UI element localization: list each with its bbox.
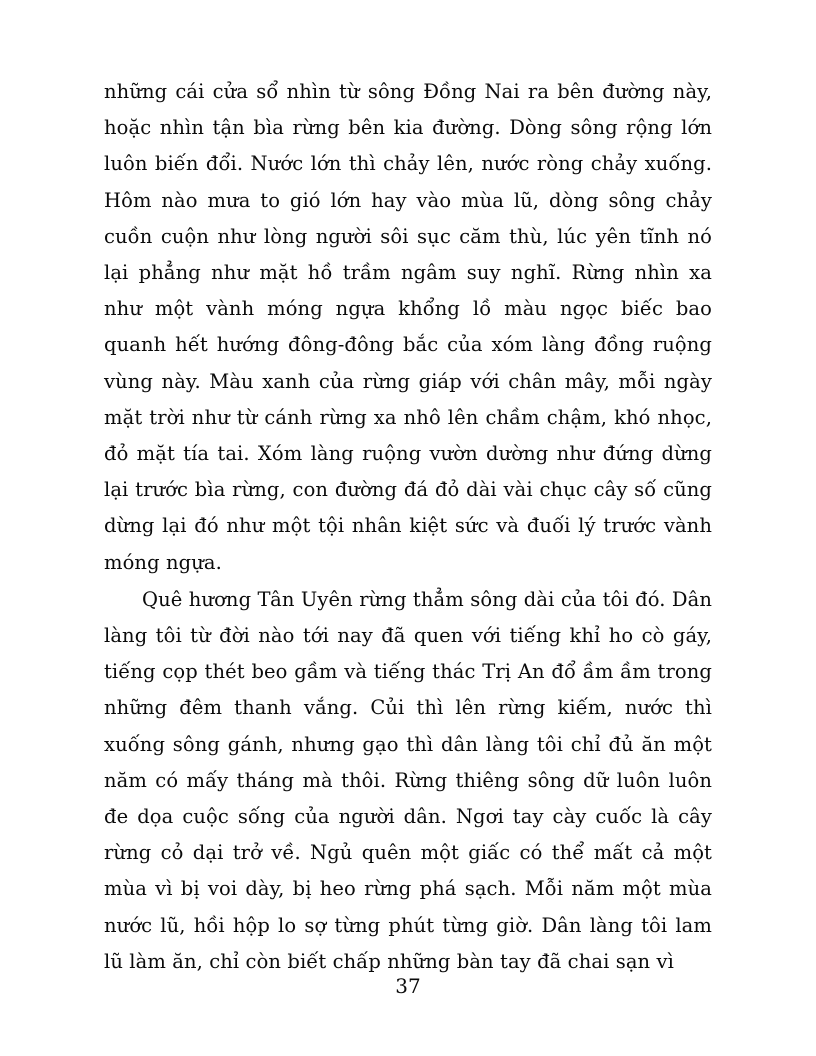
paragraph-2: Quê hương Tân Uyên rừng thẳm sông dài của tôi đó. Dân làng tôi từ đời nào tới nay đã quen với tiếng khỉ ho cò gáy, tiếng cọp thét beo gầm và tiếng thác Trị An đổ ầm ầm trong những đêm thanh vắng. Củi thì lên rừng kiếm, nước thì xuống sông gánh, nhưng gạo thì dân làng tôi chỉ đủ ăn một năm có mấy tháng mà thôi. Rừng thiêng sông dữ luôn luôn đe dọa cuộc sống của người dân. Ngơi tay cày cuốc là cây rừng cỏ dại trở về. Ngủ quên một giấc có thể mất cả một mùa vì bị voi dày, bị heo rừng phá sạch. Mỗi năm một mùa nước lũ, hồi hộp lo sợ từng phút từng giờ. Dân làng tôi lam lũ làm ăn, chỉ còn biết chấp những bàn tay đã chai sạn vì (104, 587, 712, 973)
page-body (104, 74, 712, 980)
paragraph-1: những cái cửa sổ nhìn từ sông Đồng Nai ra bên đường này, hoặc nhìn tận bìa rừng bên kia đường. Dòng sông rộng lớn luôn biến đổi. Nước lớn thì chảy lên, nước ròng chảy xuống. Hôm nào mưa to gió lớn hay vào mùa lũ, dòng sông chảy cuồn cuộn như lòng người sôi sục căm thù, lúc yên tĩnh nó lại phẳng như mặt hồ trầm ngâm suy nghĩ. Rừng nhìn xa như một vành móng ngựa khổng lồ màu ngọc biếc bao quanh hết hướng đông-đông bắc của xóm làng đồng ruộng vùng này. Màu xanh của rừng giáp với chân mây, mỗi ngày mặt trời như từ cánh rừng xa nhô lên chầm chậm, khó nhọc, đỏ mặt tía tai. Xóm làng ruộng vườn dường như đứng dừng lại trước bìa rừng, con đường đá đỏ dài vài chục cây số cũng dừng lại đó như một tội nhân kiệt sức và đuối lý trước vành móng ngựa. (104, 80, 712, 574)
page-number: 37 (395, 974, 421, 998)
